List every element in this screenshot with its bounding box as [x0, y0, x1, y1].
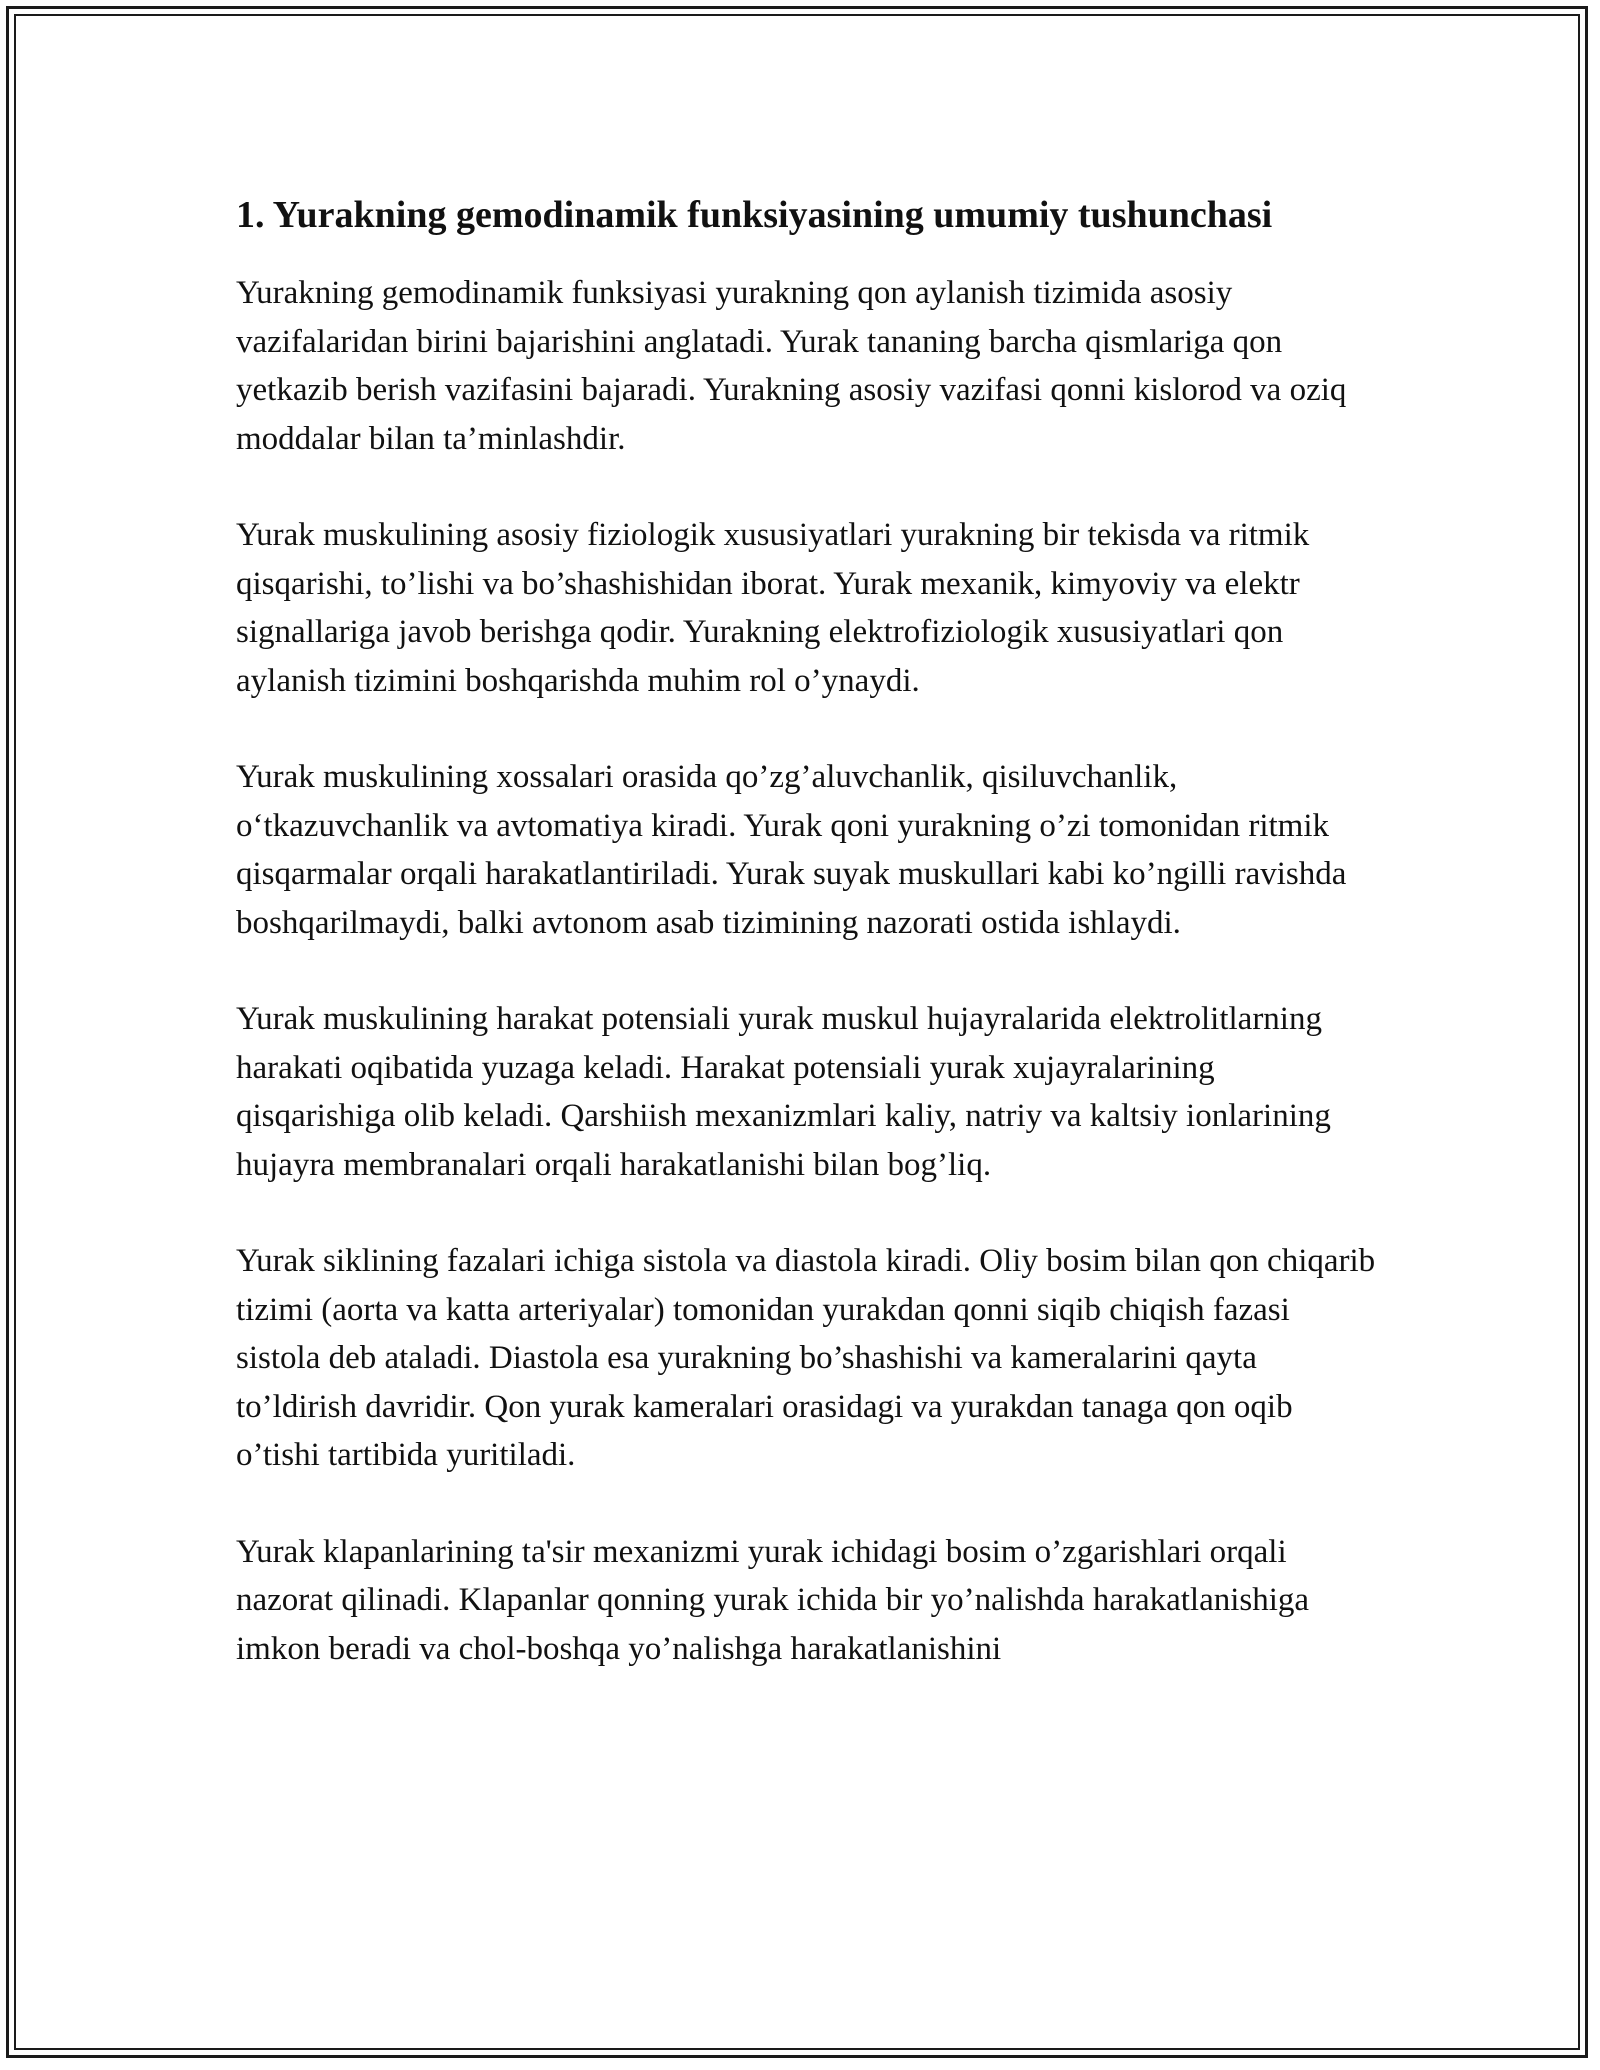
paragraph-1: Yurakning gemodinamik funksiyasi yurakning qon aylanish tizimida asosiy vazifalaridan birini bajarishini anglatadi. Yurak tananing barcha qismlariga qon yetkazib berish vazifasini bajaradi. Yurakning asosiy vazifasi qonni kislorod va oziq moddalar bilan ta’minlashdir.	[236, 275, 1347, 457]
paragraph-5: Yurak siklining fazalari ichiga sistola va diastola kiradi. Oliy bosim bilan qon chiqarib tizimi (aorta va katta arteriyalar) tomonidan yurakdan qonni siqib chiqish fazasi sistola deb ataladi. Diastola esa yurakning bo’shashishi va kameralarini qayta to’ldirish davridir. Qon yurak kameralari orasidagi va yurakdan tanaga qon oqib o’tishi tartibida yuritiladi.	[236, 1243, 1376, 1473]
section-heading: 1. Yurakning gemodinamik funksiyasining umumiy tushunchasi	[236, 194, 1273, 236]
document-body	[236, 188, 1376, 1721]
paragraph-6: Yurak klapanlarining ta'sir mexanizmi yurak ichidagi bosim o’zgarishlari orqali nazorat qilinadi. Klapanlar qonning yurak ichida bir yo’nalishda harakatlanishiga imkon beradi va chol-boshqa yo’nalishga harakatlanishini	[236, 1533, 1310, 1667]
paragraph-2: Yurak muskulining asosiy fiziologik xususiyatlari yurakning bir tekisda va ritmik qisqarishi, to’lishi va bo’shashishidan iborat. Yurak mexanik, kimyoviy va elektr signallariga javob berishga qodir. Yurakning elektrofiziologik xususiyatlari qon aylanish tizimini boshqarishda muhim rol o’ynaydi.	[236, 517, 1310, 699]
paragraph-4: Yurak muskulining harakat potensiali yurak muskul hujayralarida elektrolitlarning harakati oqibatida yuzaga keladi. Harakat potensiali yurak xujayralarining qisqarishiga olib keladi. Qarshiish mexanizmlari kaliy, natriy va kaltsiy ionlarining hujayra membranalari orqali harakatlanishi bilan bog’liq.	[236, 1001, 1331, 1183]
paragraph-3: Yurak muskulining xossalari orasida qo’zg’aluvchanlik, qisiluvchanlik, o‘tkazuvchanlik va avtomatiya kiradi. Yurak qoni yurakning o’zi tomonidan ritmik qisqarmalar orqali harakatlantiriladi. Yurak suyak muskullari kabi ko’ngilli ravishda boshqarilmaydi, balki avtonom asab tizimining nazorati ostida ishlaydi.	[236, 759, 1347, 941]
